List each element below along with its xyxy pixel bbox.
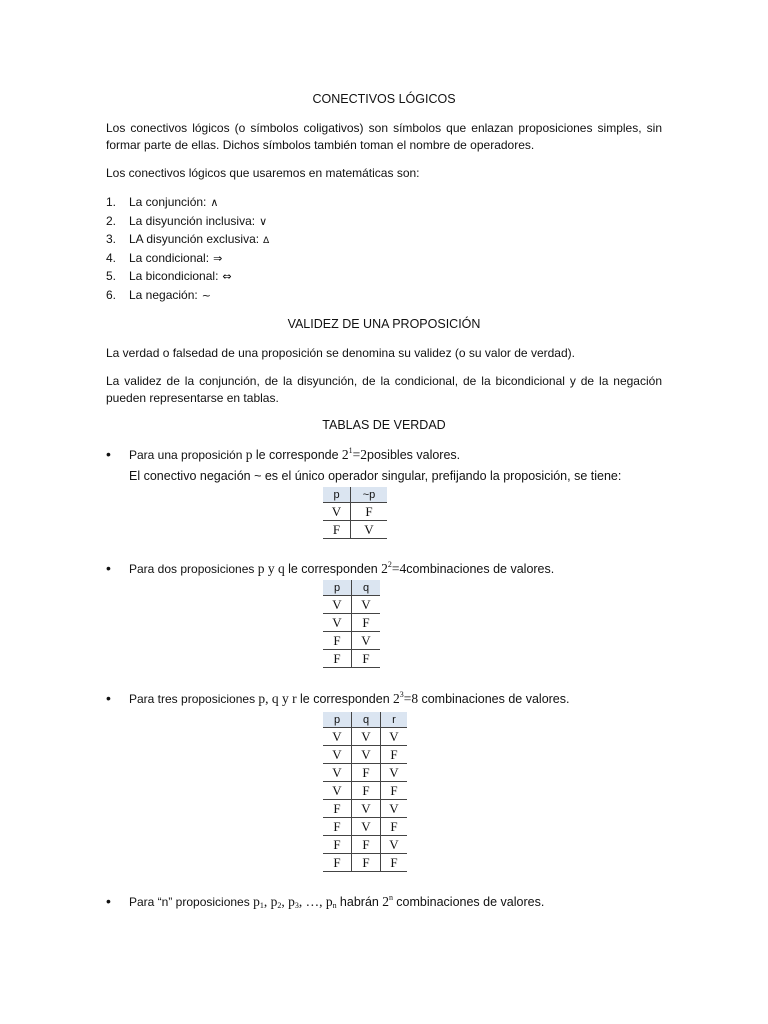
bullet-text: combinaciones de valores. — [421, 692, 570, 706]
table-cell: V — [352, 818, 381, 836]
negation-symbol-icon: ~ — [201, 288, 211, 302]
and-symbol-icon: ∧ — [210, 196, 219, 209]
math-sequence — [253, 894, 337, 909]
table-cell: V — [381, 800, 408, 818]
math-power — [381, 561, 406, 576]
power-exponent: 2 — [387, 560, 392, 569]
table-cell: F — [323, 650, 352, 668]
bullet-three-propositions — [106, 690, 569, 707]
table-cell: F — [381, 818, 408, 836]
xor-symbol-icon: ∆ — [263, 236, 270, 247]
table-row — [323, 614, 380, 632]
bullet-two-propositions — [106, 560, 554, 577]
table-header-row — [323, 487, 387, 503]
math-power — [342, 447, 367, 462]
bullet-text: posibles valores. — [367, 448, 461, 462]
list-number: 5. — [106, 269, 117, 284]
power-result: =8 — [403, 691, 419, 706]
validity-paragraph-2: La validez de la conjunción, de la disyunción, de la condicional, de la bicondicional y de la negación pueden representarse en tablas. — [106, 374, 662, 405]
bullet-text: Para una proposición — [129, 448, 243, 462]
table-cell: V — [323, 614, 352, 632]
power-exponent: 3 — [399, 690, 404, 699]
truth-table-two — [323, 580, 380, 668]
list-number: 4. — [106, 250, 117, 265]
intro-paragraph-1: Los conectivos lógicos (o símbolos coligativos) son símbolos que enlazan proposiciones simples, sin formar parte de ellas. Dichos símbolos también toman el nombre de operadores. — [106, 121, 662, 152]
math-power — [393, 691, 418, 706]
list-item — [106, 249, 269, 268]
table-cell: V — [352, 596, 381, 614]
table-row — [323, 764, 407, 782]
truth-table-negation — [323, 487, 387, 539]
table-cell: V — [323, 503, 351, 521]
bullet-text: Para tres proposiciones — [129, 692, 256, 706]
seq-var: , …, p — [298, 894, 333, 909]
validity-paragraph-1: La verdad o falsedad de una proposición se denomina su validez (o su valor de verdad). — [106, 346, 575, 360]
table-cell: V — [381, 728, 408, 746]
table-row — [323, 746, 407, 764]
table-cell: F — [381, 854, 408, 872]
table-cell: F — [352, 836, 381, 854]
implies-symbol-icon: ⇒ — [213, 251, 223, 265]
column-header: r — [381, 712, 408, 728]
table-row — [323, 800, 407, 818]
bullet-text: le corresponden — [300, 692, 390, 706]
seq-var: , p — [263, 894, 278, 909]
list-number: 6. — [106, 287, 117, 302]
bullet-dot-icon: • — [106, 893, 111, 909]
table-cell: V — [351, 521, 388, 539]
list-label: La negación: — [129, 287, 198, 302]
table-cell: F — [323, 854, 352, 872]
bullet-dot-icon: • — [106, 560, 111, 576]
power-base: 2 — [382, 894, 389, 909]
table-row — [323, 596, 380, 614]
seq-sub: 1 — [259, 901, 264, 910]
table-cell: V — [323, 746, 352, 764]
column-header: p — [323, 712, 352, 728]
bullet-dot-icon: • — [106, 446, 111, 462]
table-cell: F — [323, 836, 352, 854]
bullet-dot-icon: • — [106, 690, 111, 706]
table-cell: F — [323, 818, 352, 836]
table-row — [323, 650, 380, 668]
table-cell: V — [381, 836, 408, 854]
table-cell: F — [352, 650, 381, 668]
table-cell: V — [352, 746, 381, 764]
table-row — [323, 836, 407, 854]
bullet-one-proposition — [106, 446, 460, 463]
list-label: La disyunción inclusiva: — [129, 213, 256, 228]
intro-paragraph-2: Los conectivos lógicos que usaremos en matemáticas son: — [106, 166, 420, 180]
table-cell: V — [323, 782, 352, 800]
power-base: 2 — [393, 691, 400, 706]
table-cell: F — [381, 746, 408, 764]
seq-var: , p — [281, 894, 295, 909]
heading-tablas: TABLAS DE VERDAD — [322, 418, 446, 432]
list-number: 3. — [106, 232, 117, 247]
list-label: La condicional: — [129, 250, 210, 265]
column-header: p — [323, 487, 351, 503]
table-row — [323, 854, 407, 872]
iff-symbol-icon: ⇔ — [222, 270, 232, 284]
seq-var: p — [253, 894, 260, 909]
bullet-text: Para dos proposiciones — [129, 562, 255, 576]
seq-sub: 2 — [277, 901, 282, 910]
math-variable: p, q y r — [258, 691, 297, 706]
table-cell: V — [323, 728, 352, 746]
math-power — [382, 894, 393, 909]
power-base: 2 — [341, 447, 349, 462]
table-header-row — [323, 580, 380, 596]
seq-sub: n — [332, 901, 337, 910]
column-header: ~p — [351, 487, 388, 503]
bullet-n-propositions — [106, 893, 544, 910]
truth-table-three — [323, 712, 407, 872]
table-cell: V — [352, 728, 381, 746]
table-cell: V — [352, 632, 381, 650]
math-variable: p — [245, 447, 253, 462]
power-result: =4 — [391, 561, 407, 576]
list-label: LA disyunción exclusiva: — [129, 232, 260, 247]
table-header-row — [323, 712, 407, 728]
bullet-text: le corresponden — [288, 562, 378, 576]
column-header: q — [352, 712, 381, 728]
negation-note: El conectivo negación ~ es el único operador singular, prefijando la proposición, se tiene: — [129, 469, 622, 483]
table-row — [323, 818, 407, 836]
table-cell: F — [323, 800, 352, 818]
column-header: p — [323, 580, 352, 596]
bullet-text: combinaciones de valores. — [406, 562, 555, 576]
list-item — [106, 230, 269, 249]
table-cell: V — [323, 764, 352, 782]
list-item — [106, 212, 269, 231]
table-cell: V — [323, 596, 352, 614]
table-row — [323, 503, 387, 521]
power-exponent: 1 — [348, 446, 353, 455]
heading-conectivos: CONECTIVOS LÓGICOS — [312, 92, 456, 106]
power-base: 2 — [381, 561, 388, 576]
power-exponent: n — [388, 893, 393, 902]
table-row — [323, 728, 407, 746]
table-cell: F — [323, 632, 352, 650]
math-variable: p y q — [257, 561, 285, 576]
table-cell: F — [352, 854, 381, 872]
list-label: La bicondicional: — [129, 269, 219, 284]
seq-sub: 3 — [294, 901, 299, 910]
heading-validez: VALIDEZ DE UNA PROPOSICIÓN — [287, 317, 481, 331]
list-item — [106, 267, 269, 286]
table-cell: V — [381, 764, 408, 782]
list-item — [106, 286, 269, 305]
power-result: =2 — [352, 447, 368, 462]
bullet-text: le corresponde — [255, 448, 339, 462]
list-number: 1. — [106, 195, 117, 209]
table-row — [323, 521, 387, 539]
column-header: q — [352, 580, 381, 596]
table-cell: F — [381, 782, 408, 800]
table-cell: F — [352, 782, 381, 800]
table-row — [323, 782, 407, 800]
table-cell: F — [352, 614, 381, 632]
table-cell: F — [351, 503, 388, 521]
table-cell: V — [352, 800, 381, 818]
bullet-text: Para “n” proposiciones — [129, 895, 250, 909]
table-row — [323, 632, 380, 650]
list-label: La conjunción: — [129, 195, 207, 209]
connectives-list — [106, 193, 269, 305]
list-number: 2. — [106, 213, 117, 228]
bullet-text: habrán — [339, 895, 379, 909]
bullet-text: combinaciones de valores. — [396, 895, 545, 909]
table-cell: F — [352, 764, 381, 782]
table-cell: F — [323, 521, 351, 539]
or-symbol-icon: ∨ — [259, 214, 268, 228]
list-item — [106, 193, 269, 212]
